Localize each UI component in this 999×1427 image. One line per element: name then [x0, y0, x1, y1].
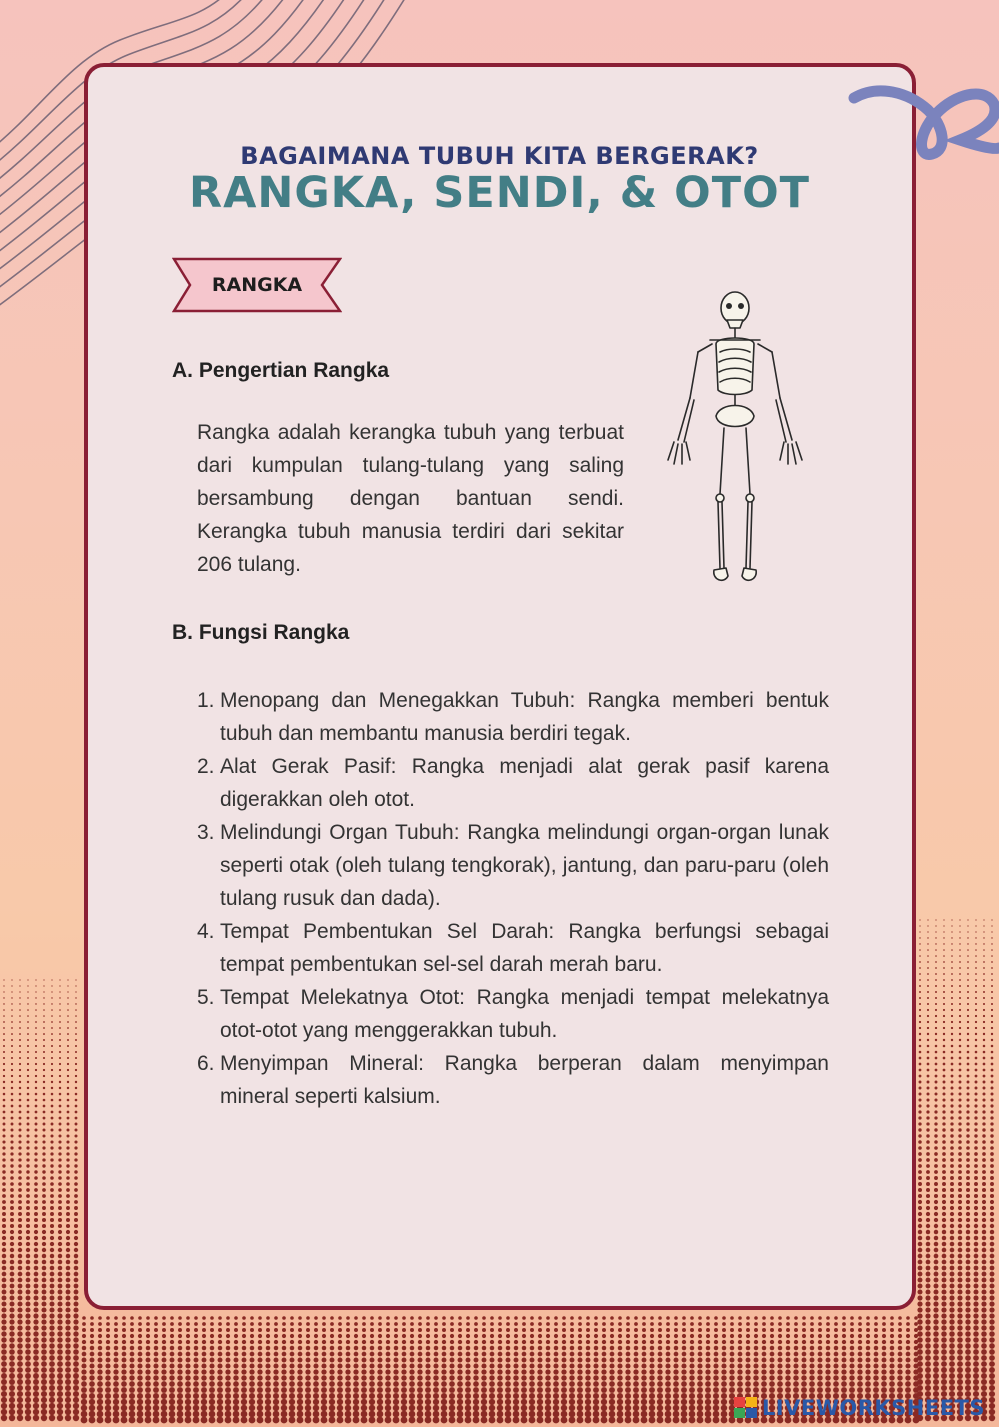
page-title: RANGKA, SENDI, & OTOT	[189, 168, 810, 218]
liveworksheets-logo-icon	[734, 1397, 758, 1419]
list-item: 2. Alat Gerak Pasif: Rangka menjadi alat gerak pasif karena digerakkan oleh otot.	[197, 755, 829, 811]
section-b-title: B. Fungsi Rangka	[172, 621, 350, 644]
banner-label: RANGKA	[211, 274, 303, 296]
list-item: 6. Menyimpan Mineral: Rangka berperan dalam menyimpan mineral seperti kalsium.	[197, 1052, 829, 1108]
liveworksheets-watermark[interactable]	[734, 1397, 985, 1419]
watermark-text: LIVEWORKSHEETS	[761, 1396, 985, 1420]
list-item: 4. Tempat Pembentukan Sel Darah: Rangka berfungsi sebagai tempat pembentukan sel-sel darah merah baru.	[197, 920, 829, 976]
list-item: 1. Menopang dan Menegakkan Tubuh: Rangka memberi bentuk tubuh dan membantu manusia berdiri tegak.	[197, 689, 829, 745]
section-a-title: A. Pengertian Rangka	[172, 359, 390, 382]
function-list	[197, 684, 829, 1113]
dotted-pattern-right	[917, 919, 995, 1421]
page-subtitle: BAGAIMANA TUBUH KITA BERGERAK?	[240, 142, 759, 170]
skeleton-illustration	[660, 290, 810, 590]
list-item: 3. Melindungi Organ Tubuh: Rangka melindungi organ-organ lunak seperti otak (oleh tulang tengkorak), jantung, dan paru-paru (oleh tulang rusuk dan dada).	[197, 821, 829, 910]
list-item: 5. Tempat Melekatnya Otot: Rangka menjadi tempat melekatnya otot-otot yang menggerakkan tubuh.	[197, 986, 829, 1042]
definition-paragraph: Rangka adalah kerangka tubuh yang terbuat dari kumpulan tulang-tulang yang saling bersambung dengan bantuan sendi. Kerangka tubuh manusia terdiri dari sekitar 206 tulang.	[197, 421, 624, 576]
